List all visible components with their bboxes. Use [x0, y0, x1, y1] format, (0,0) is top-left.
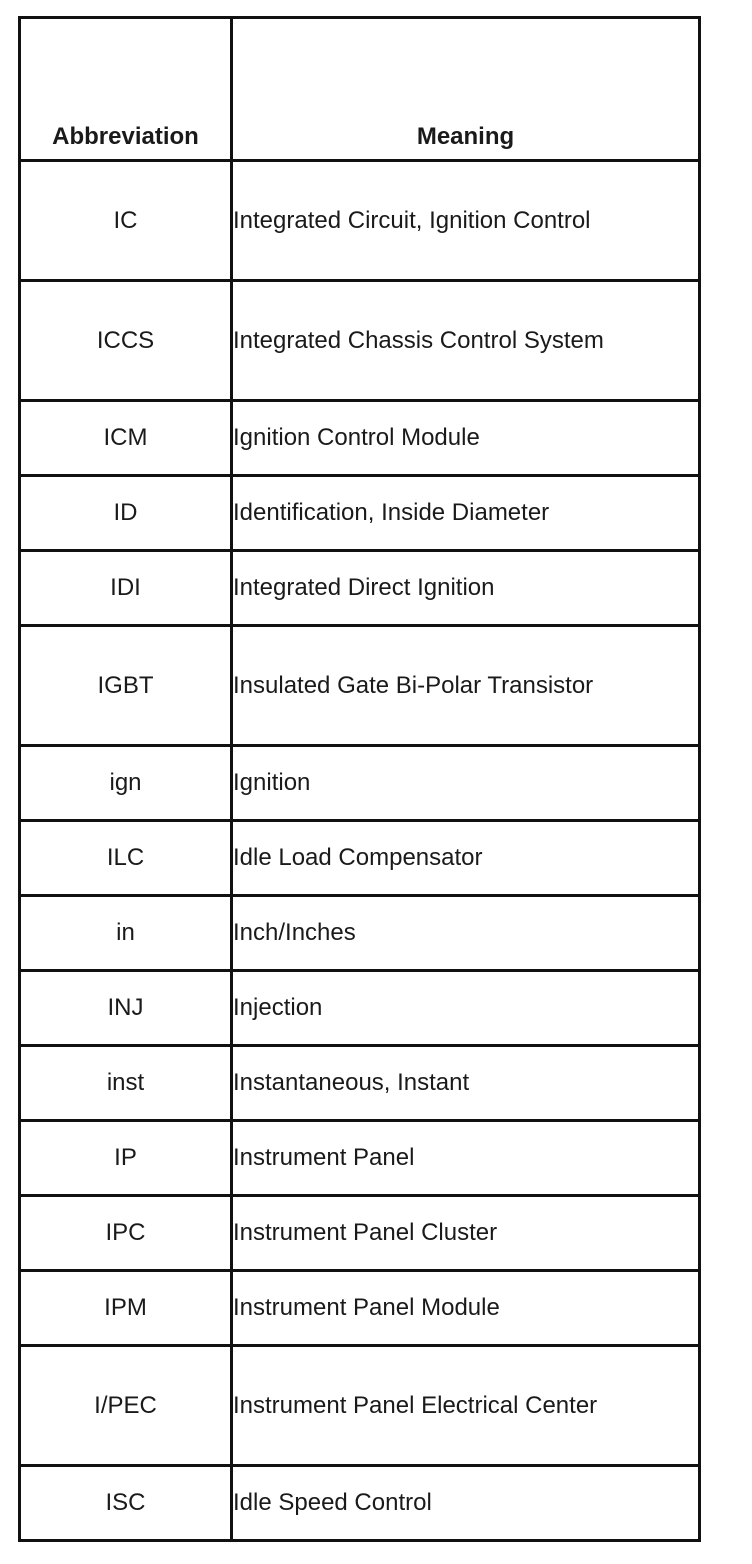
abbreviation-cell: I/PEC [20, 1346, 232, 1466]
meaning-cell: Ignition Control Module [232, 401, 700, 476]
table-header-row [20, 18, 700, 161]
abbreviation-cell: ID [20, 476, 232, 551]
table-row [20, 971, 700, 1046]
meaning-cell: Instrument Panel [232, 1121, 700, 1196]
abbreviation-column-header: Abbreviation [20, 18, 232, 161]
table-row [20, 746, 700, 821]
table-row [20, 1046, 700, 1121]
abbreviation-cell: IPM [20, 1271, 232, 1346]
table-row [20, 821, 700, 896]
table-row [20, 1466, 700, 1541]
table-row [20, 476, 700, 551]
meaning-cell: Integrated Chassis Control System [232, 281, 700, 401]
table-row [20, 551, 700, 626]
table-row [20, 896, 700, 971]
table-row [20, 626, 700, 746]
table-row [20, 1121, 700, 1196]
meaning-cell: Integrated Direct Ignition [232, 551, 700, 626]
abbreviation-cell: IP [20, 1121, 232, 1196]
table-row [20, 401, 700, 476]
abbreviation-cell: IC [20, 161, 232, 281]
meaning-cell: Instrument Panel Cluster [232, 1196, 700, 1271]
meaning-cell: Instantaneous, Instant [232, 1046, 700, 1121]
abbreviation-cell: IDI [20, 551, 232, 626]
abbreviation-cell: INJ [20, 971, 232, 1046]
meaning-cell: Identification, Inside Diameter [232, 476, 700, 551]
abbreviation-cell: in [20, 896, 232, 971]
table-row [20, 1196, 700, 1271]
meaning-cell: Instrument Panel Electrical Center [232, 1346, 700, 1466]
meaning-cell: Instrument Panel Module [232, 1271, 700, 1346]
meaning-cell: Ignition [232, 746, 700, 821]
meaning-cell: Inch/Inches [232, 896, 700, 971]
table-row [20, 281, 700, 401]
meaning-cell: Idle Load Compensator [232, 821, 700, 896]
abbreviation-cell: inst [20, 1046, 232, 1121]
table-row [20, 1271, 700, 1346]
abbreviation-table [18, 16, 701, 1542]
table-row [20, 161, 700, 281]
abbreviation-cell: ISC [20, 1466, 232, 1541]
abbreviation-cell: IPC [20, 1196, 232, 1271]
abbreviation-cell: IGBT [20, 626, 232, 746]
table-row [20, 1346, 700, 1466]
abbreviation-cell: ICM [20, 401, 232, 476]
abbreviation-cell: ICCS [20, 281, 232, 401]
meaning-cell: Idle Speed Control [232, 1466, 700, 1541]
abbreviation-cell: ILC [20, 821, 232, 896]
abbreviation-cell: ign [20, 746, 232, 821]
meaning-cell: Injection [232, 971, 700, 1046]
meaning-column-header: Meaning [232, 18, 700, 161]
meaning-cell: Insulated Gate Bi-Polar Transistor [232, 626, 700, 746]
meaning-cell: Integrated Circuit, Ignition Control [232, 161, 700, 281]
